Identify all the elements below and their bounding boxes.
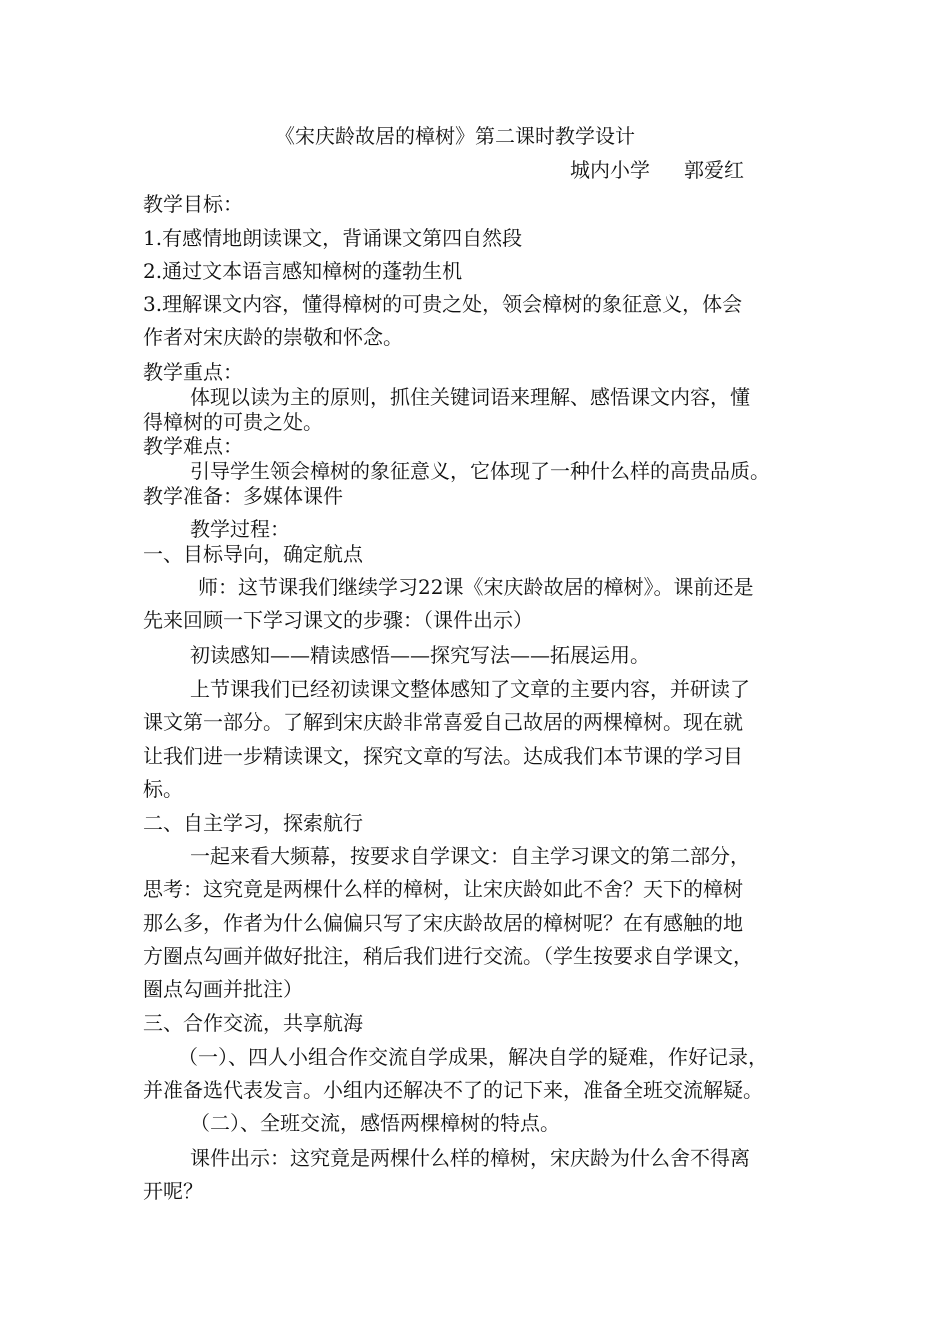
paragraph-line: 方圈点勾画并做好批注，稍后我们进行交流。（学生按要求自学课文， [143,944,753,968]
paragraph-line: 一起来看大频幕，按要求自学课文：自主学习课文的第二部分， [190,844,750,868]
section-3-heading: 三、合作交流，共享航海 [143,1011,363,1035]
paragraph-line: 并准备选代表发言。小组内还解决不了的记下来，准备全班交流解疑。 [143,1078,763,1102]
paragraph-line: 上节课我们已经初读课文整体感知了文章的主要内容，并研读了 [190,677,750,701]
key-points-text: 体现以读为主的原则，抓住关键词语来理解、感悟课文内容，懂 [190,385,750,409]
document-title: 《宋庆龄故居的樟树》第二课时教学设计 [275,124,635,148]
heading-key-points: 教学重点： [143,360,243,384]
steps-line: 初读感知——精读感悟——探究写法——拓展运用。 [190,643,650,667]
preparation-line: 教学准备：多媒体课件 [143,484,343,508]
difficulties-text: 引导学生领会樟树的象征意义，它体现了一种什么样的高贵品质。 [190,459,770,483]
goal-item-1: 1.有感情地朗读课文，背诵课文第四自然段 [143,226,523,250]
paragraph-line: 标。 [143,777,183,801]
key-points-text-cont: 得樟树的可贵之处。 [143,410,323,434]
heading-process: 教学过程： [190,517,290,541]
author-line [570,158,790,182]
goal-item-3: 3.理解课文内容，懂得樟树的可贵之处，领会樟树的象征意义，体会 [143,292,743,316]
goal-item-2: 2.通过文本语言感知樟树的蓬勃生机 [143,259,463,283]
subsection-heading: （二）、全班交流，感悟两棵樟树的特点。 [190,1111,560,1135]
section-2-heading: 二、自主学习，探索航行 [143,811,363,835]
paragraph-line: （一）、四人小组合作交流自学成果，解决自学的疑难，作好记录， [178,1045,768,1069]
paragraph-line: 圈点勾画并批注） [143,977,303,1001]
paragraph-line: 课件出示：这究竟是两棵什么样的樟树，宋庆龄为什么舍不得离 [190,1146,750,1170]
heading-difficulties: 教学难点： [143,434,243,458]
author-name: 郭爱红 [684,158,744,182]
paragraph-line: 思考：这究竟是两棵什么样的樟树，让宋庆龄如此不舍？天下的樟树 [143,877,743,901]
paragraph-line: 开呢？ [143,1179,203,1203]
paragraph-line: 师：这节课我们继续学习22课《宋庆龄故居的樟树》。课前还是 [198,575,754,599]
paragraph-line: 那么多，作者为什么偏偏只写了宋庆龄故居的樟树呢？在有感触的地 [143,911,743,935]
section-1-heading: 一、目标导向，确定航点 [143,542,363,566]
paragraph-line: 课文第一部分。了解到宋庆龄非常喜爱自己故居的两棵樟树。现在就 [143,710,743,734]
paragraph-line: 让我们进一步精读课文，探究文章的写法。达成我们本节课的学习目 [143,744,743,768]
goal-item-3-cont: 作者对宋庆龄的崇敬和怀念。 [143,325,403,349]
school-name: 城内小学 [570,158,650,182]
paragraph-line: 先来回顾一下学习课文的步骤：（课件出示） [143,608,533,632]
heading-teaching-goals: 教学目标： [143,192,243,216]
